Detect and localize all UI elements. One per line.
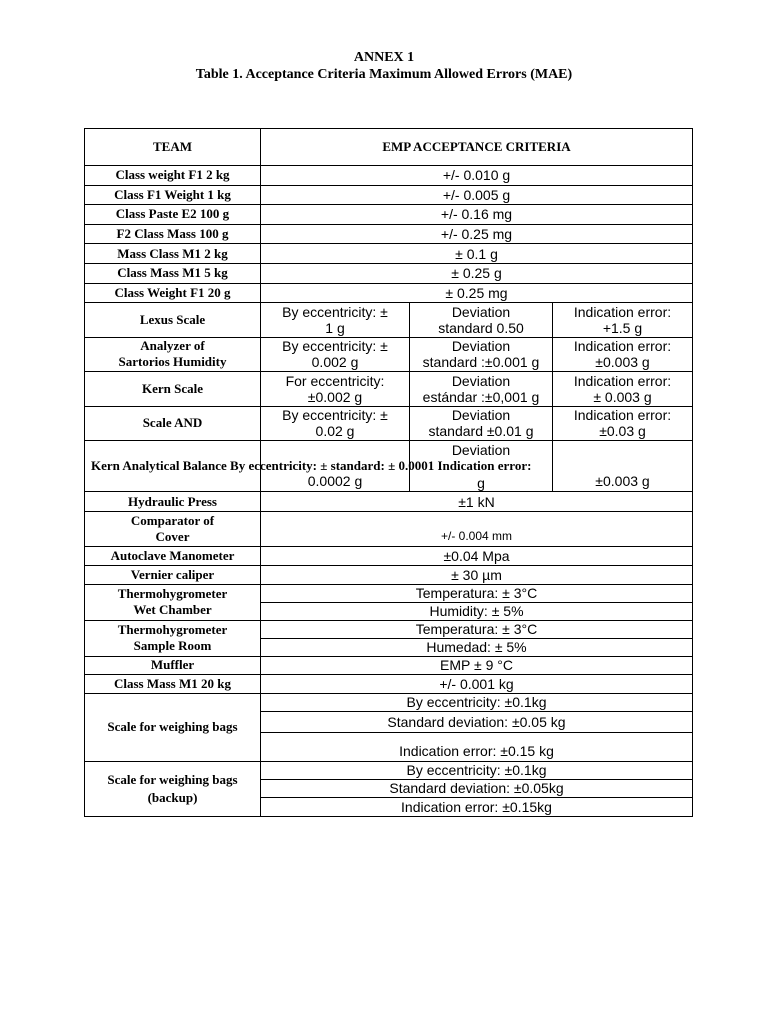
criteria-cell: ± 0.25 mg (261, 283, 693, 303)
deviation-cell: Deviation standard ±0.01 g (410, 406, 553, 441)
team-cell: Muffler (85, 656, 261, 675)
indication-error-cell: Indication error: ±0.15 kg (261, 732, 693, 761)
temperature-cell: Temperatura: ± 3°C (261, 584, 693, 602)
table-row (85, 263, 693, 283)
annex-heading: ANNEX 1 (353, 50, 415, 65)
table-row (85, 406, 693, 441)
team-cell: Comparator of Cover (85, 512, 261, 547)
table-row (85, 166, 693, 186)
deviation-cell: Deviation estándar :±0,001 g (410, 372, 553, 407)
team-cell: Vernier caliper (85, 565, 261, 584)
criteria-cell: +/- 0.25 mg (261, 224, 693, 244)
deviation-top: Deviation (451, 442, 511, 459)
table-row (85, 244, 693, 264)
team-cell: Scale for weighing bags (backup) (85, 761, 261, 816)
table-row (85, 620, 693, 638)
criteria-column-header: EMP ACCEPTANCE CRITERIA (261, 129, 693, 166)
indication-error-cell: ±0.003 g (553, 441, 693, 492)
kern-analytical-label: Kern Analytical Balance By eccentricity: ± standard: ± 0.0001 Indication error: (91, 458, 532, 474)
table-row (85, 512, 693, 547)
indication-error-cell: Indication error: ± 0.003 g (553, 372, 693, 407)
deviation-bottom: g (477, 475, 485, 492)
table-row (85, 492, 693, 512)
table-row (85, 303, 693, 338)
eccentricity-cell: By eccentricity: ± 1 g (261, 303, 410, 338)
eccentricity-cell: By eccentricity: ±0.1kg (261, 761, 693, 779)
table-row (85, 224, 693, 244)
criteria-cell: ± 0.25 g (261, 263, 693, 283)
deviation-cell: Standard deviation: ±0.05 kg (261, 711, 693, 732)
criteria-cell: +/- 0.010 g (261, 166, 693, 186)
kern-analytical-row (85, 441, 693, 492)
team-cell: Class Mass M1 5 kg (85, 263, 261, 283)
table-row (85, 205, 693, 225)
team-cell: Class weight F1 2 kg (85, 166, 261, 186)
criteria-cell: ± 0.1 g (261, 244, 693, 264)
team-cell: Class F1 Weight 1 kg (85, 185, 261, 205)
table-row (85, 584, 693, 602)
criteria-cell: +/- 0.005 g (261, 185, 693, 205)
criteria-cell: +/- 0.001 kg (261, 675, 693, 694)
temperature-cell: Temperatura: ± 3°C (261, 620, 693, 638)
criteria-cell: EMP ± 9 °C (261, 656, 693, 675)
table-row (85, 372, 693, 407)
table-title: Table 1. Acceptance Criteria Maximum Allowed Errors (MAE) (195, 67, 573, 82)
criteria-cell: ±1 kN (261, 492, 693, 512)
table-header-row (85, 129, 693, 166)
table-row (85, 675, 693, 694)
indication-error-cell: Indication error: +1.5 g (553, 303, 693, 338)
criteria-cell: +/- 0.16 mg (261, 205, 693, 225)
eccentricity-cell: 0.0002 g (261, 441, 410, 492)
table-row (85, 761, 693, 779)
team-cell: Scale for weighing bags (85, 693, 261, 761)
humidity-cell: Humidity: ± 5% (261, 602, 693, 620)
table-row (85, 546, 693, 565)
team-cell: Kern Scale (85, 372, 261, 407)
indication-error-cell: Indication error: ±0.003 g (553, 337, 693, 372)
team-cell: Class Paste E2 100 g (85, 205, 261, 225)
criteria-cell: +/- 0.004 mm (261, 512, 693, 547)
table-row (85, 337, 693, 372)
team-cell: Class Mass M1 20 kg (85, 675, 261, 694)
criteria-cell: ±0.04 Mpa (261, 546, 693, 565)
eccentricity-cell: By eccentricity: ± 0.02 g (261, 406, 410, 441)
table-row (85, 656, 693, 675)
table-row (85, 693, 693, 711)
acceptance-criteria-table (84, 128, 693, 817)
team-cell: Class Weight F1 20 g (85, 283, 261, 303)
team-cell: Thermohygrometer Wet Chamber (85, 584, 261, 620)
table-row (85, 185, 693, 205)
eccentricity-cell: By eccentricity: ± 0.002 g (261, 337, 410, 372)
humidity-cell: Humedad: ± 5% (261, 638, 693, 656)
eccentricity-cell: By eccentricity: ±0.1kg (261, 693, 693, 711)
team-cell: Scale AND (85, 406, 261, 441)
criteria-cell: ± 30 µm (261, 565, 693, 584)
deviation-cell: Standard deviation: ±0.05kg (261, 779, 693, 797)
deviation-cell: Deviation standard 0.50 (410, 303, 553, 338)
team-cell: Autoclave Manometer (85, 546, 261, 565)
indication-error-cell: Indication error: ±0.15kg (261, 797, 693, 816)
team-cell: Hydraulic Press (85, 492, 261, 512)
team-cell: Analyzer of Sartorios Humidity (85, 337, 261, 372)
indication-error-cell: Indication error: ±0.03 g (553, 406, 693, 441)
eccentricity-cell: For eccentricity: ±0.002 g (261, 372, 410, 407)
table-row (85, 283, 693, 303)
team-column-header: TEAM (85, 129, 261, 166)
deviation-cell: Deviation standard :±0.001 g (410, 337, 553, 372)
team-cell: Thermohygrometer Sample Room (85, 620, 261, 656)
team-cell: Mass Class M1 2 kg (85, 244, 261, 264)
team-cell: F2 Class Mass 100 g (85, 224, 261, 244)
team-cell: Lexus Scale (85, 303, 261, 338)
table-row (85, 565, 693, 584)
